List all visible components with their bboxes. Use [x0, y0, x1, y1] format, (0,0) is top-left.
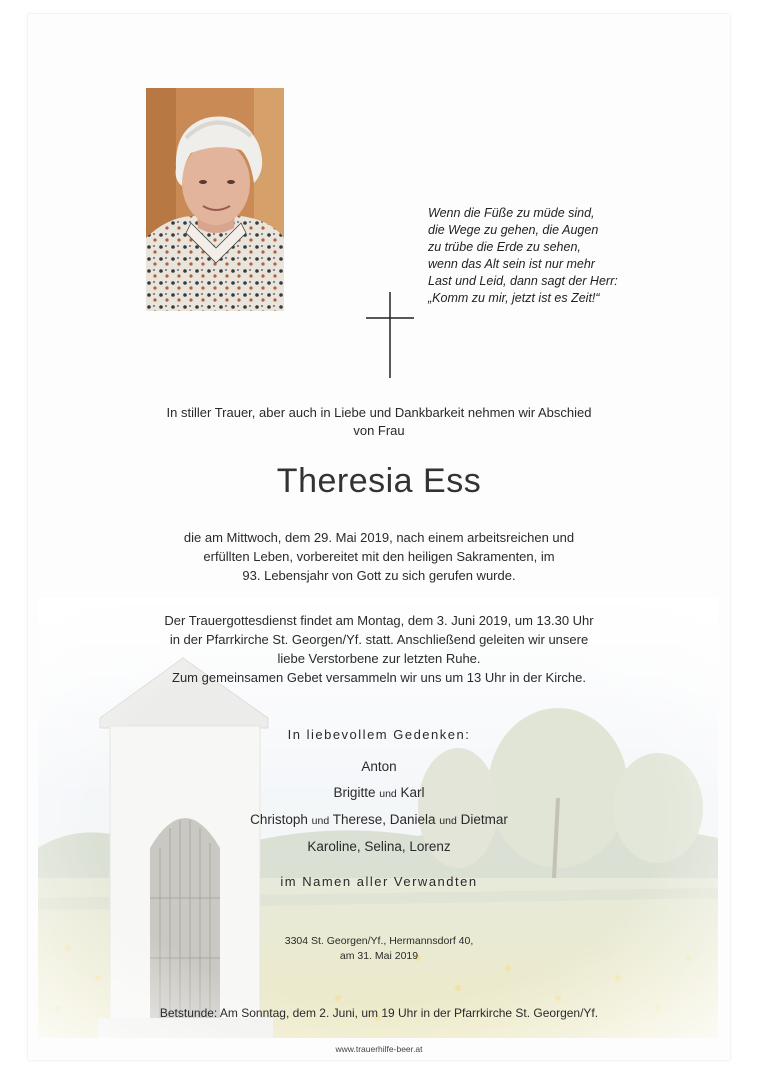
family-list	[28, 754, 730, 860]
family-line: Christoph und Therese, Daniela und Dietmar	[250, 812, 508, 827]
death-details	[28, 528, 730, 585]
deceased-name: Theresia Ess	[276, 462, 482, 500]
gedenken-title: In liebevollem Gedenken:	[287, 727, 471, 742]
details-line: 93. Lebensjahr von Gott zu sich gerufen wurde.	[242, 568, 516, 583]
details-line: erfüllten Leben, vorbereitet mit den heiligen Sakramenten, im	[203, 549, 555, 564]
cross-icon	[366, 292, 414, 378]
details-line: die am Mittwoch, dem 29. Mai 2019, nach einem arbeitsreichen und	[183, 530, 575, 545]
intro-line: von Frau	[353, 423, 405, 438]
poem-line: wenn das Alt sein ist nur mehr	[428, 257, 595, 271]
poem-line: Last und Leid, dann sagt der Herr:	[428, 274, 618, 288]
namen-text: im Namen aller Verwandten	[280, 874, 478, 889]
service-line: liebe Verstorbene zur letzten Ruhe.	[277, 651, 481, 666]
service-text	[28, 611, 730, 668]
family-line: Anton	[361, 759, 397, 774]
poem	[428, 205, 668, 307]
service-line: in der Pfarrkirche St. Georgen/Yf. statt. Anschließend geleiten wir unsere	[169, 632, 589, 647]
betstunde-text: Betstunde: Am Sonntag, dem 2. Juni, um 19 Uhr in der Pfarrkirche St. Georgen/Yf.	[159, 1006, 599, 1020]
poem-line: zu trübe die Erde zu sehen,	[428, 240, 581, 254]
intro-line: In stiller Trauer, aber auch in Liebe und Dankbarkeit nehmen wir Abschied	[166, 405, 592, 420]
website-link[interactable]: www.trauerhilfe-beer.at	[335, 1044, 423, 1054]
address-text	[28, 934, 730, 964]
address-line: am 31. Mai 2019	[339, 950, 419, 962]
poem-line: „Komm zu mir, jetzt ist es Zeit!“	[428, 291, 600, 305]
intro-text	[28, 404, 730, 440]
prayer-text: Zum gemeinsamen Gebet versammeln wir uns um 13 Uhr in der Kirche.	[172, 670, 586, 685]
family-line: Karoline, Selina, Lorenz	[307, 839, 451, 854]
service-line: Der Trauergottesdienst findet am Montag, dem 3. Juni 2019, um 13.30 Uhr	[164, 613, 594, 628]
address-line: 3304 St. Georgen/Yf., Hermannsdorf 40,	[284, 935, 474, 947]
portrait-photo	[146, 88, 284, 311]
family-line: Brigitte und Karl	[333, 785, 425, 800]
poem-line: Wenn die Füße zu müde sind,	[428, 206, 595, 220]
poem-line: die Wege zu gehen, die Augen	[428, 223, 599, 237]
